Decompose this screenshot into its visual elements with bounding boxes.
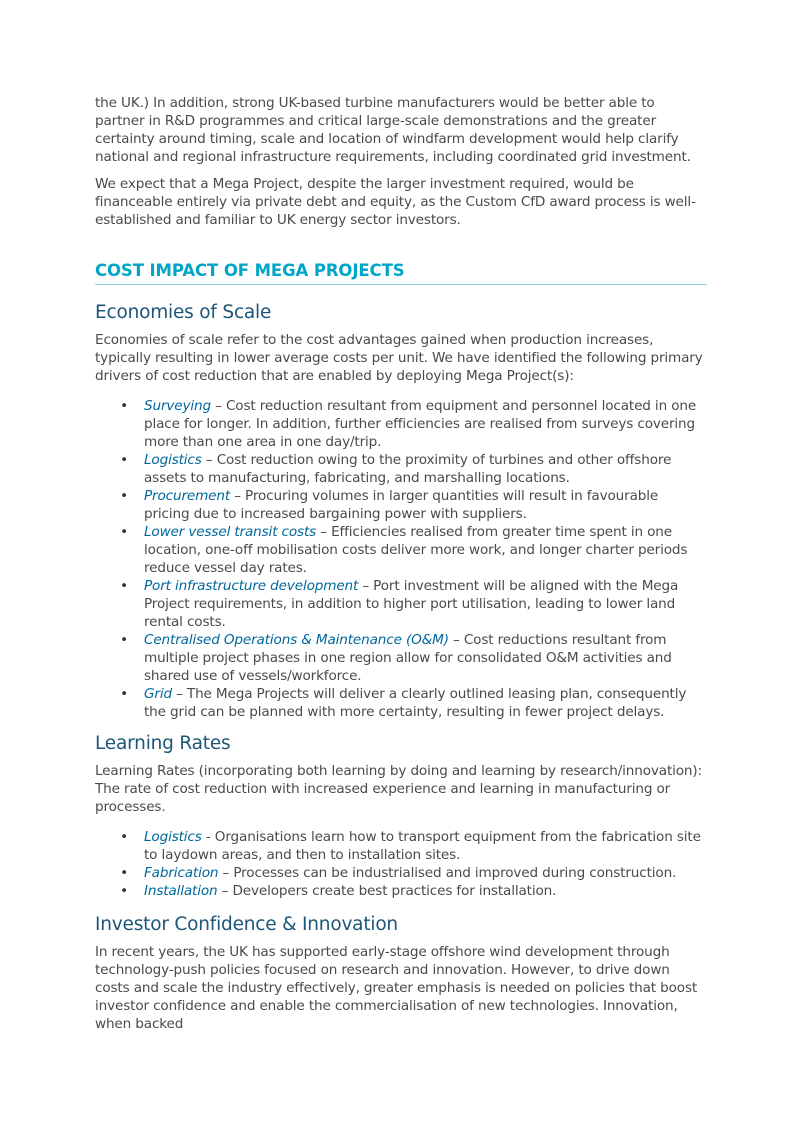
economies-of-scale-heading: Economies of Scale [95,302,272,323]
economies-of-scale-intro: Economies of scale refer to the cost advantages gained when production increases, typically resulting in lower average costs per unit. We have identified the following primary drivers of cost reduction that are enabled by deploying Mega Project(s): [95,332,703,384]
bullet-icon: • [120,398,128,414]
bullet-term: Lower vessel transit costs [144,524,317,540]
learning-rates-intro: Learning Rates (incorporating both learning by doing and learning by research/innovation): The rate of cost reduction with increased experience and learning in manufacturing or processes. [95,763,702,815]
bullet-icon: • [120,578,128,594]
document-page [95,94,707,1033]
bullet-term: Port infrastructure development [144,578,359,594]
bullet-text: – Cost reduction resultant from equipment and personnel located in one place for longer. In addition, further efficiencies are realised from surveys covering more than one area in one day/trip. [144,398,697,450]
bullet-text: – Port investment will be aligned with the Mega Project requirements, in addition to higher port utilisation, leading to lower land rental costs. [144,578,679,630]
bullet-text: – Cost reductions resultant from multiple project phases in one region allow for consolidated O&M activities and shared use of vessels/workforce. [144,632,672,684]
list-item [95,577,707,631]
bullet-icon: • [120,686,128,702]
bullet-icon: • [120,865,128,881]
list-item [95,685,707,721]
bullet-text: - Organisations learn how to transport equipment from the fabrication site to laydown areas, and then to installation sites. [144,829,701,863]
bullet-text: – The Mega Projects will deliver a clearly outlined leasing plan, consequently the grid can be planned with more certainty, resulting in fewer project delays. [144,686,687,720]
intro-paragraph-1: the UK.) In addition, strong UK-based turbine manufacturers would be better able to partner in R&D programmes and critical large-scale demonstrations and the greater certainty around timing, scale and location of windfarm development would help clarify national and regional infrastructure requirements, including coordinated grid investment. [95,95,691,165]
list-item [95,631,707,685]
bullet-text: – Developers create best practices for installation. [217,883,557,899]
list-item [95,523,707,577]
bullet-icon: • [120,452,128,468]
bullet-term: Installation [144,883,218,899]
section-heading: COST IMPACT OF MEGA PROJECTS [95,260,707,285]
bullet-icon: • [120,883,128,899]
list-item [95,864,707,882]
bullet-icon: • [120,524,128,540]
bullet-term: Surveying [144,398,211,414]
bullet-icon: • [120,632,128,648]
bullet-term: Logistics [144,829,202,845]
economies-of-scale-list [95,397,707,721]
bullet-term: Procurement [144,488,231,504]
investor-confidence-heading: Investor Confidence & Innovation [95,914,398,935]
bullet-text: – Efficiencies realised from greater time spent in one location, one-off mobilisation costs deliver more work, and longer charter periods reduce vessel day rates. [144,524,688,576]
learning-rates-heading: Learning Rates [95,733,231,754]
intro-paragraph-2: We expect that a Mega Project, despite the larger investment required, would be financeable entirely via private debt and equity, as the Custom CfD award process is well-established and familiar to UK energy sector investors. [95,176,696,228]
bullet-text: – Procuring volumes in larger quantities will result in favourable pricing due to increased bargaining power with suppliers. [144,488,659,522]
list-item [95,451,707,487]
bullet-term: Grid [144,686,172,702]
bullet-icon: • [120,829,128,845]
list-item [95,828,707,864]
list-item [95,487,707,523]
bullet-text: – Cost reduction owing to the proximity of turbines and other offshore assets to manufacturing, fabricating, and marshalling locations. [144,452,672,486]
learning-rates-list [95,828,707,900]
bullet-term: Centralised Operations & Maintenance (O&M) [144,632,449,648]
bullet-term: Fabrication [144,865,219,881]
list-item [95,397,707,451]
bullet-text: – Processes can be industrialised and improved during construction. [218,865,677,881]
bullet-icon: • [120,488,128,504]
bullet-term: Logistics [144,452,202,468]
list-item [95,882,707,900]
investor-confidence-text: In recent years, the UK has supported early-stage offshore wind development through technology-push policies focused on research and innovation. However, to drive down costs and scale the industry effectively, greater emphasis is needed on policies that boost investor confidence and enable the commercialisation of new technologies. Innovation, when backed [95,944,698,1032]
